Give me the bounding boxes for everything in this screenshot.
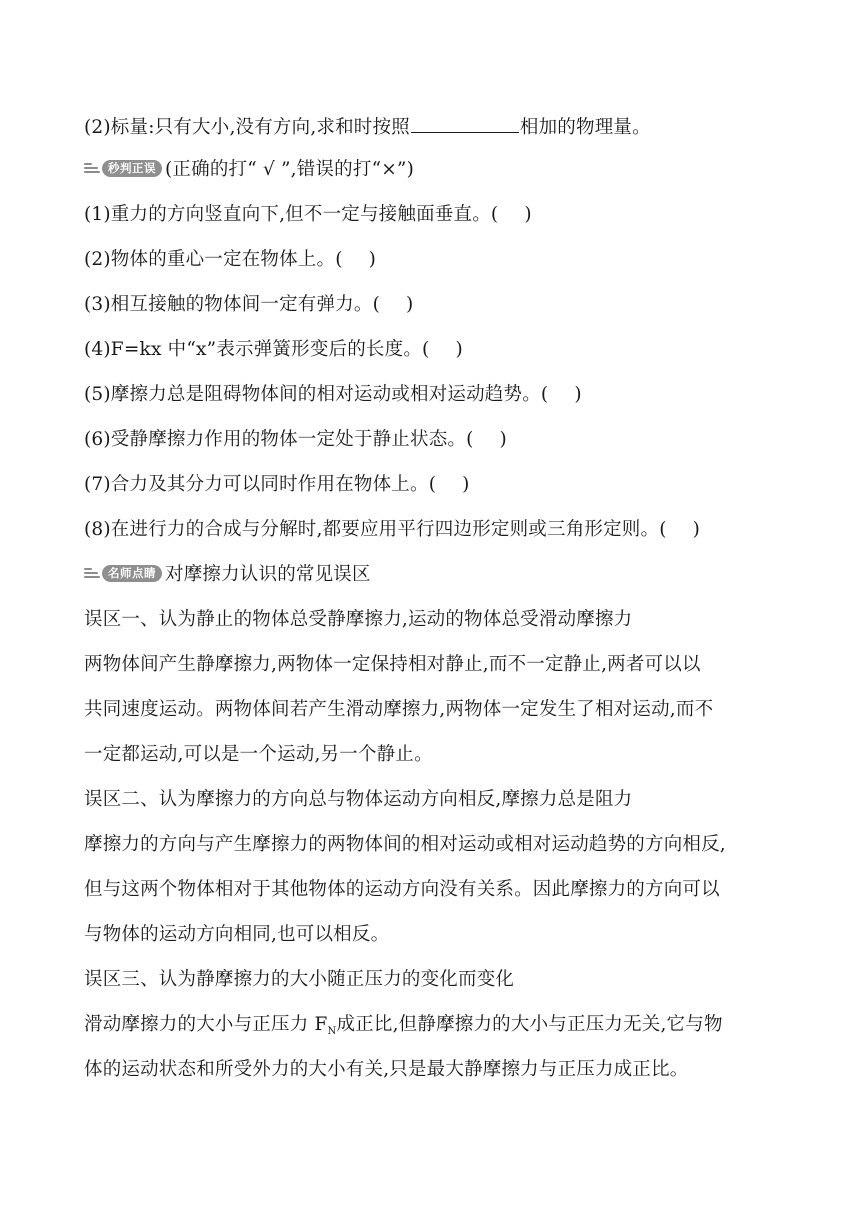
answer-paren[interactable]: ( ) <box>428 474 470 495</box>
quiz-header <box>84 158 414 182</box>
answer-paren[interactable]: ( ) <box>490 204 532 225</box>
tag-lines-icon <box>84 567 100 579</box>
mistake-body-line: 共同速度运动。两物体间若产生滑动摩擦力,两物体一定发生了相对运动,而不 <box>84 699 714 720</box>
scalar-text-suffix: 相加的物理量。 <box>519 117 651 138</box>
tips-header <box>84 563 371 587</box>
mistake-body-line: 体的运动状态和所受外力的大小有关,只是最大静摩擦力与正压力成正比。 <box>84 1059 689 1080</box>
tips-tag-label: 名师点睛 <box>102 565 162 582</box>
tips-tag <box>84 564 162 582</box>
quiz-item-text: (1)重力的方向竖直向下,但不一定与接触面垂直。 <box>84 204 491 225</box>
quiz-item-text: (2)物体的重心一定在物体上。 <box>84 249 336 270</box>
mistake-heading: 误区一、认为静止的物体总受静摩擦力,运动的物体总受滑动摩擦力 <box>84 609 633 630</box>
scalar-definition <box>84 114 651 140</box>
mistake-body-line: 与物体的运动方向相同,也可以相反。 <box>84 924 390 945</box>
answer-paren[interactable]: ( ) <box>659 519 701 540</box>
answer-paren[interactable]: ( ) <box>335 249 377 270</box>
scalar-text-prefix: (2)标量:只有大小,没有方向,求和时按照 <box>84 117 410 138</box>
quiz-item <box>84 428 507 452</box>
quiz-item <box>84 473 470 497</box>
mistake-heading: 误区二、认为摩擦力的方向总与物体运动方向相反,摩擦力总是阻力 <box>84 789 633 810</box>
mistake-heading: 误区三、认为静摩擦力的大小随正压力的变化而变化 <box>84 969 515 990</box>
answer-paren[interactable]: ( ) <box>466 429 507 450</box>
quiz-item <box>84 383 582 407</box>
quiz-item-text: (8)在进行力的合成与分解时,都要应用平行四边形定则或三角形定则。 <box>84 519 660 540</box>
quiz-item-text: (4)F=kx 中“x”表示弹簧形变后的长度。 <box>84 339 423 360</box>
mistake-body-line: 一定都运动,可以是一个运动,另一个静止。 <box>84 744 433 765</box>
answer-paren[interactable]: ( ) <box>422 339 463 360</box>
fill-in-blank[interactable] <box>411 114 519 133</box>
quiz-item-text: (7)合力及其分力可以同时作用在物体上。 <box>84 474 429 495</box>
quiz-tag <box>84 159 162 177</box>
mistake-body-line: 摩擦力的方向与产生摩擦力的两物体间的相对运动或相对运动趋势的方向相反, <box>84 834 726 855</box>
quiz-tag-label: 秒判正误 <box>102 160 162 177</box>
quiz-item <box>84 293 413 317</box>
quiz-item <box>84 248 376 272</box>
quiz-item <box>84 203 532 227</box>
mistake-body-line: 滑动摩擦力的大小与正压力 $F_N$成正比,但静摩擦力的大小与正压力无关,它与物 <box>84 1014 723 1037</box>
mistake-body-line: 但与这两个物体相对于其他物体的运动方向没有关系。因此摩擦力的方向可以 <box>84 879 720 900</box>
quiz-item-text: (6)受静摩擦力作用的物体一定处于静止状态。 <box>84 429 467 450</box>
answer-paren[interactable]: ( ) <box>540 384 582 405</box>
quiz-item <box>84 518 700 542</box>
quiz-item-text: (5)摩擦力总是阻碍物体间的相对运动或相对运动趋势。 <box>84 384 541 405</box>
subscript-n: N <box>327 1026 337 1037</box>
tips-title: 对摩擦力认识的常见误区 <box>165 564 371 585</box>
answer-paren[interactable]: ( ) <box>372 294 414 315</box>
quiz-item <box>84 338 463 362</box>
tag-lines-icon <box>84 162 100 174</box>
mistake-body-line: 两物体间产生静摩擦力,两物体一定保持相对静止,而不一定静止,两者可以以 <box>84 654 701 675</box>
quiz-item-text: (3)相互接触的物体间一定有弹力。 <box>84 294 373 315</box>
quiz-instruction: (正确的打“ √ ”,错误的打“×”) <box>165 159 414 180</box>
